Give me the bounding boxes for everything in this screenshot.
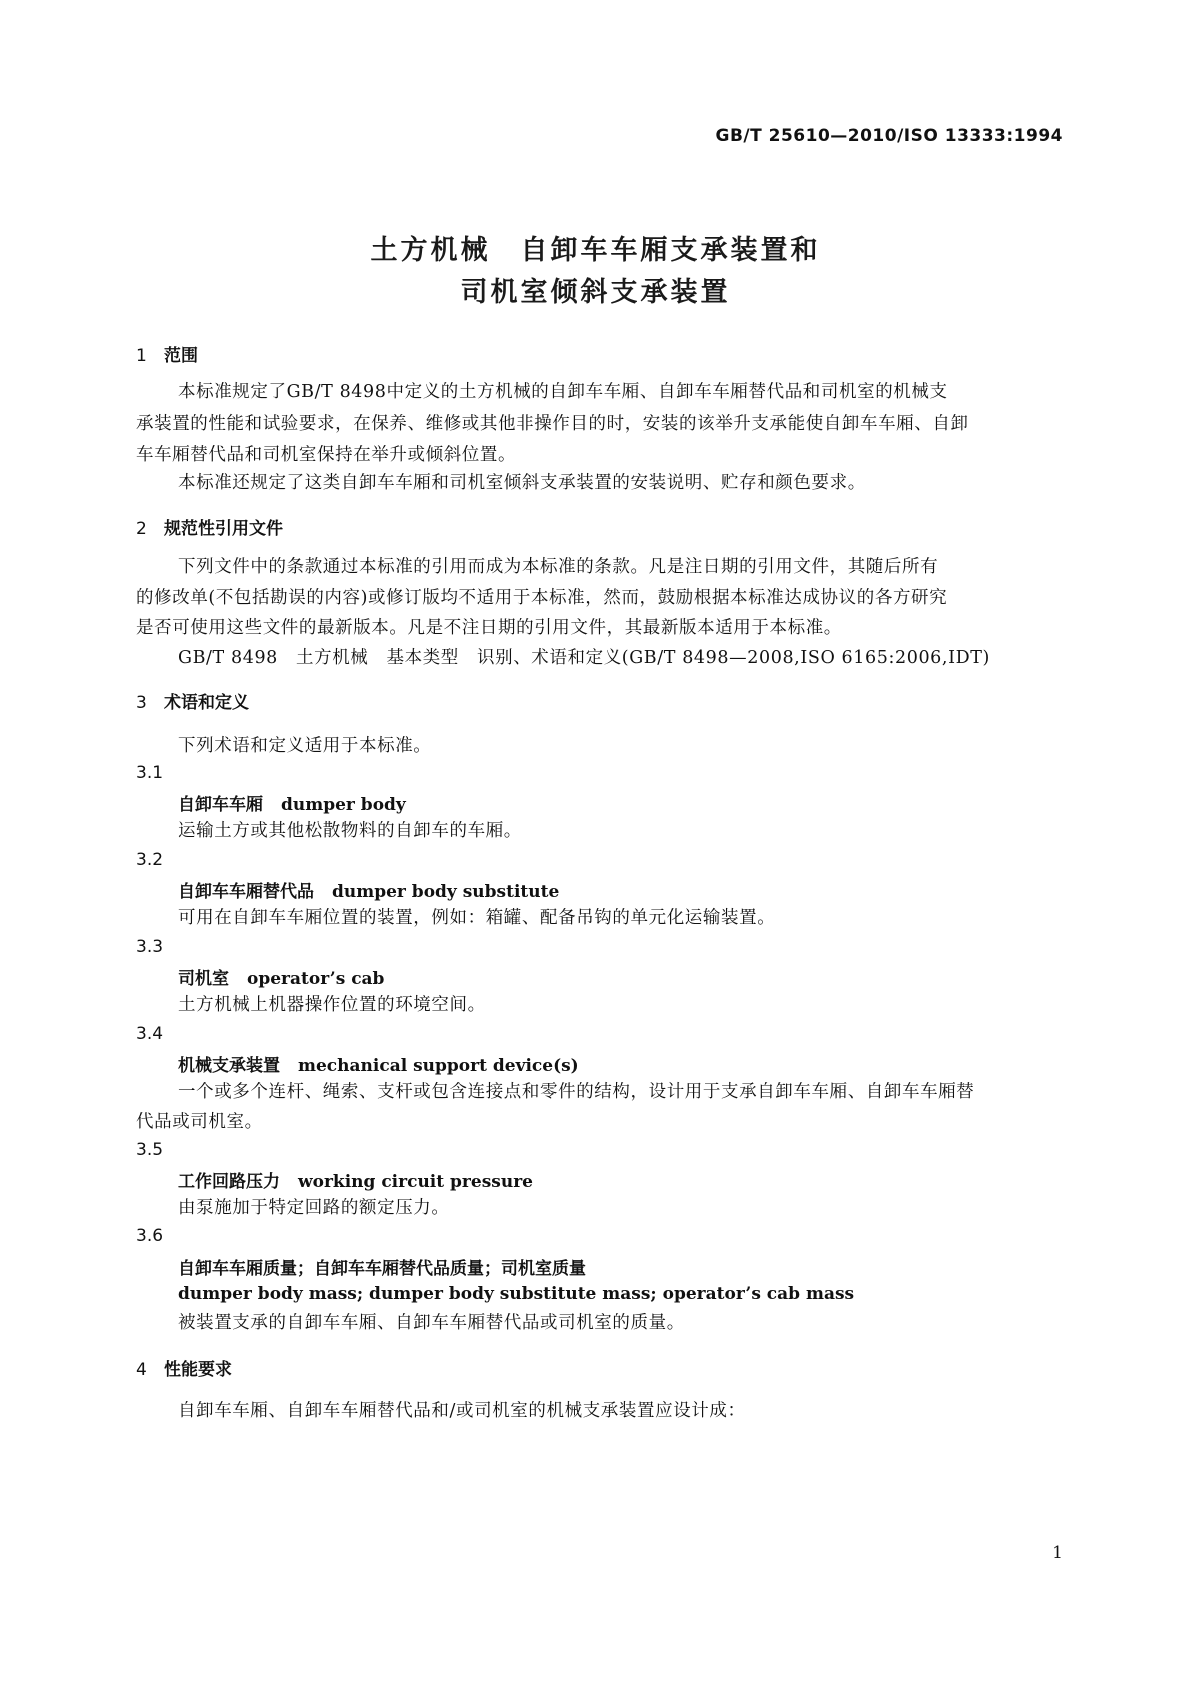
term-entry xyxy=(178,790,406,815)
term-english: dumper body substitute xyxy=(332,882,560,902)
paragraph-line: 下列术语和定义适用于本标准。 xyxy=(178,736,432,756)
term-english: working circuit pressure xyxy=(298,1172,533,1192)
document-title-line-1: 土方机械 自卸车车厢支承装置和 xyxy=(370,235,821,266)
term-entry xyxy=(178,1254,586,1279)
term-chinese: 自卸车车厢替代品 xyxy=(178,882,314,902)
page-number: 1 xyxy=(1052,1543,1063,1563)
paragraph-line: 本标准规定了GB/T 8498中定义的土方机械的自卸车车厢、自卸车车厢替代品和司机室的机械支 xyxy=(178,382,948,402)
term-number: 3.1 xyxy=(136,763,164,783)
term-chinese: 自卸车车厢质量；自卸车车厢替代品质量；司机室质量 xyxy=(178,1259,586,1279)
term-definition: 一个或多个连杆、绳索、支杆或包含连接点和零件的结构，设计用于支承自卸车车厢、自卸车车厢替 xyxy=(178,1082,975,1102)
paragraph-line: 自卸车车厢、自卸车车厢替代品和/或司机室的机械支承装置应设计成： xyxy=(178,1401,746,1421)
term-entry xyxy=(178,1284,854,1304)
term-definition: 被装置支承的自卸车车厢、自卸车车厢替代品或司机室的质量。 xyxy=(178,1313,685,1333)
term-chinese: 工作回路压力 xyxy=(178,1172,280,1192)
section-title: 规范性引用文件 xyxy=(164,519,283,539)
term-entry xyxy=(178,1167,533,1192)
term-number: 3.2 xyxy=(136,850,164,870)
term-number: 3.6 xyxy=(136,1226,164,1246)
section-title: 性能要求 xyxy=(164,1360,232,1380)
section-heading-normative-references xyxy=(136,514,283,539)
section-number: 1 xyxy=(136,346,147,366)
paragraph-line: 是否可使用这些文件的最新版本。凡是不注日期的引用文件，其最新版本适用于本标准。 xyxy=(136,618,842,638)
term-number: 3.3 xyxy=(136,937,164,957)
term-entry xyxy=(178,964,384,989)
standard-number: GB/T 25610—2010/ISO 13333:1994 xyxy=(715,126,1063,146)
term-chinese: 自卸车车厢 xyxy=(178,795,263,815)
term-definition: 土方机械上机器操作位置的环境空间。 xyxy=(178,995,486,1015)
term-entry xyxy=(178,1051,579,1076)
term-entry xyxy=(178,877,559,902)
section-number: 2 xyxy=(136,519,147,539)
term-definition: 由泵施加于特定回路的额定压力。 xyxy=(178,1198,450,1218)
term-english: mechanical support device(s) xyxy=(298,1056,579,1076)
term-definition: 可用在自卸车车厢位置的装置，例如：箱罐、配备吊钩的单元化运输装置。 xyxy=(178,908,776,928)
term-english: dumper body mass; dumper body substitute mass; operator’s cab mass xyxy=(178,1284,855,1304)
section-number: 4 xyxy=(136,1360,147,1380)
section-number: 3 xyxy=(136,693,147,713)
section-heading-terms-definitions xyxy=(136,688,249,713)
normative-reference: GB/T 8498 土方机械 基本类型 识别、术语和定义(GB/T 8498—2008,ISO 6165:2006,IDT) xyxy=(178,648,990,668)
term-definition: 运输土方或其他松散物料的自卸车的车厢。 xyxy=(178,821,522,841)
document-title-line-2: 司机室倾斜支承装置 xyxy=(460,277,731,308)
term-number: 3.5 xyxy=(136,1140,164,1160)
term-number: 3.4 xyxy=(136,1024,164,1044)
paragraph-line: 下列文件中的条款通过本标准的引用而成为本标准的条款。凡是注日期的引用文件，其随后所有 xyxy=(178,557,939,577)
paragraph-line: 的修改单(不包括勘误的内容)或修订版均不适用于本标准，然而，鼓励根据本标准达成协议的各方研究 xyxy=(136,588,948,608)
section-title: 术语和定义 xyxy=(164,693,249,713)
section-heading-performance-requirements xyxy=(136,1355,232,1380)
term-english: operator’s cab xyxy=(247,969,385,989)
paragraph-line: 承装置的性能和试验要求，在保养、维修或其他非操作目的时，安装的该举升支承能使自卸车车厢、自卸 xyxy=(136,414,969,434)
paragraph-line: 车车厢替代品和司机室保持在举升或倾斜位置。 xyxy=(136,445,517,465)
term-chinese: 机械支承装置 xyxy=(178,1056,280,1076)
section-heading-scope xyxy=(136,341,198,366)
section-title: 范围 xyxy=(164,346,198,366)
term-definition: 代品或司机室。 xyxy=(136,1112,263,1132)
term-chinese: 司机室 xyxy=(178,969,229,989)
term-english: dumper body xyxy=(281,795,406,815)
paragraph-line: 本标准还规定了这类自卸车车厢和司机室倾斜支承装置的安装说明、贮存和颜色要求。 xyxy=(178,473,866,493)
